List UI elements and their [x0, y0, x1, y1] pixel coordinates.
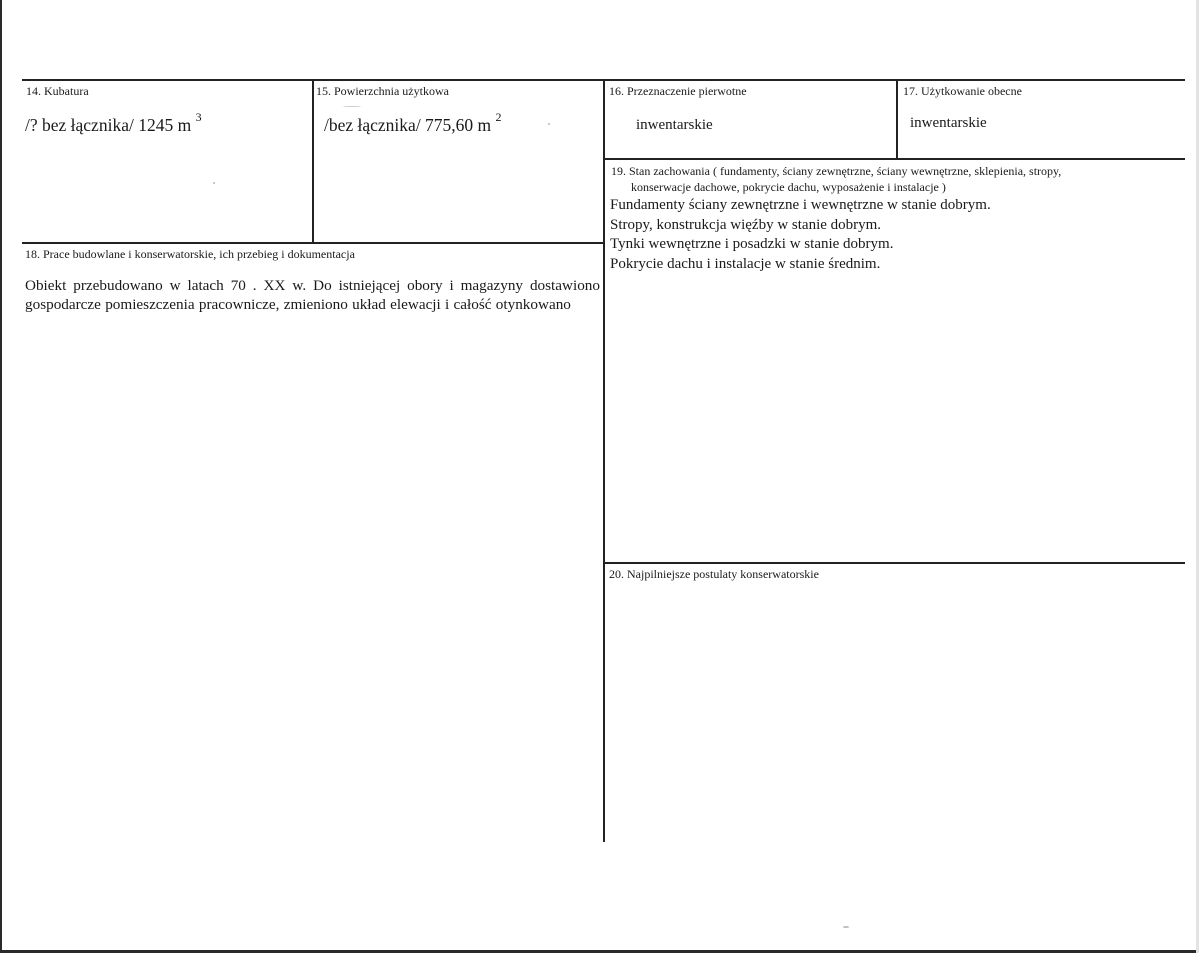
stan-line: Pokrycie dachu i instalacje w stanie średnim. [610, 255, 881, 272]
przeznaczenie-value: inwentarskie [636, 117, 713, 133]
postulaty-label: 20. Najpilniejsze postulaty konserwatorskie [609, 567, 819, 581]
stan-label [611, 163, 1189, 195]
powierzchnia-unit-exponent: 2 [495, 110, 502, 124]
scan-speck [548, 123, 550, 125]
stan-line: Stropy, konstrukcja więźby w stanie dobrym. [610, 216, 882, 233]
uzytkowanie-label: 17. Użytkowanie obecne [903, 84, 1022, 98]
kubatura-value [25, 110, 202, 136]
scan-speck [343, 106, 361, 107]
kubatura-unit-exponent: 3 [195, 110, 202, 124]
stan-label-line2: konserwacje dachowe, pokrycie dachu, wyposażenie i instalacje ) [631, 180, 946, 194]
kubatura-value-text: /? bez łącznika/ 1245 m [25, 114, 192, 135]
stan-text [610, 196, 991, 274]
divider-left-right [603, 80, 605, 842]
powierzchnia-value-text: /bez łącznika/ 775,60 m [324, 114, 492, 135]
prace-text: Obiekt przebudowano w latach 70 . XX w. Do istniejącej obory i magazyny dostawiono gospodarcze pomieszczenia pracownicze, zmieniono układ elewacji i całość otynkowano [25, 277, 600, 313]
divider-14-15 [312, 80, 314, 242]
powierzchnia-value [324, 110, 502, 136]
scan-speck [213, 182, 215, 184]
powierzchnia-label: 15. Powierzchnia użytkowa [316, 84, 449, 98]
rule-above-20 [603, 562, 1185, 564]
page-edge-left [0, 0, 2, 953]
scan-speck [843, 926, 849, 928]
uzytkowanie-value: inwentarskie [910, 115, 987, 131]
stan-label-line1: 19. Stan zachowania ( fundamenty, ściany zewnętrzne, ściany wewnętrzne, sklepienia, stropy, [611, 164, 1062, 178]
prace-label: 18. Prace budowlane i konserwatorskie, ich przebieg i dokumentacja [25, 247, 355, 261]
rule-below-16-17 [603, 158, 1185, 160]
divider-16-17 [896, 80, 898, 158]
przeznaczenie-label: 16. Przeznaczenie pierwotne [609, 84, 747, 98]
stan-line: Tynki wewnętrzne i posadzki w stanie dobrym. [610, 236, 894, 252]
kubatura-label: 14. Kubatura [26, 84, 89, 98]
rule-below-14-15 [22, 242, 604, 244]
stan-line: Fundamenty ściany zewnętrzne i wewnętrzne w stanie dobrym. [610, 197, 991, 213]
